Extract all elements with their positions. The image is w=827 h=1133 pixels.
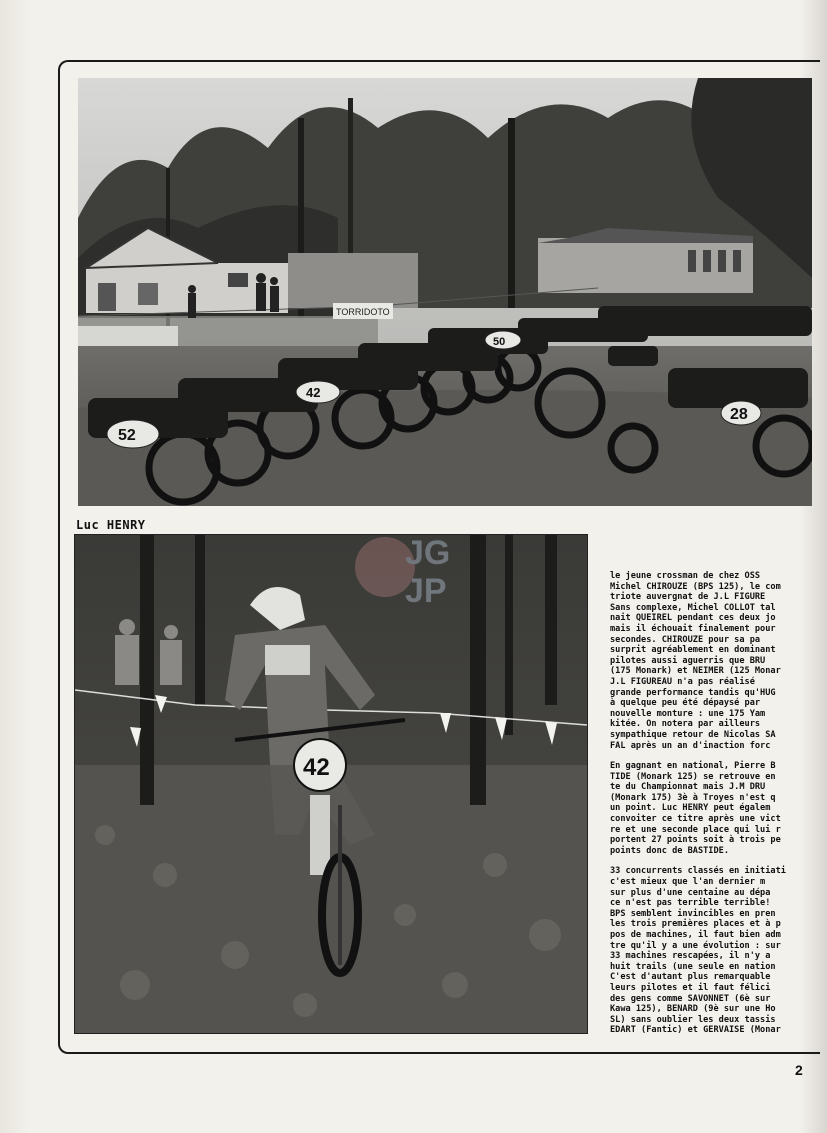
watermark-text-2: JP: [405, 572, 447, 610]
article-line: des gens comme SAVONNET (6è sur: [610, 993, 771, 1004]
article-line: FAL après un an d'inaction forc: [610, 740, 771, 751]
article-paragraph: [610, 866, 827, 1036]
article-line: nouvelle monture : une 175 Yam: [610, 708, 766, 719]
article-line: 33 machines rescapées, il n'y a: [610, 951, 771, 962]
paddock-photo: [78, 78, 812, 506]
article-line: un point. Luc HENRY peut égalem: [610, 803, 771, 814]
bike-number-28: 28: [730, 406, 748, 423]
article-line: (Monark 175) 3è à Troyes n'est q: [610, 792, 776, 803]
article-line: le jeune crossman de chez OSS: [610, 571, 761, 581]
article-line: ce n'est pas terrible terrible!: [610, 898, 771, 909]
photo-caption: Luc HENRY: [76, 518, 146, 532]
article-line: sur plus d'une centaine au dépa: [610, 887, 771, 898]
article-line: points donc de BASTIDE.: [610, 845, 729, 856]
rider-photo-drawing: [75, 535, 587, 1033]
article-line: les trois premières places et à p: [610, 919, 781, 930]
article-line: surprit agréablement en dominant: [610, 645, 776, 656]
article-line: BPS semblent invincibles en pren: [610, 908, 776, 919]
article-line: mais il échouait finalement pour: [610, 623, 776, 634]
article-line: sympathique retour de Nicolas SA: [610, 729, 776, 740]
article-line: te du Championnat mais J.M DRU: [610, 782, 766, 793]
bike-number-52: 52: [118, 427, 136, 444]
article-line: J.L FIGUREAU n'a pas réalisé: [610, 676, 755, 687]
article-line: leurs pilotes et il faut félici: [610, 982, 771, 993]
article-line: secondes. CHIROUZE pour sa pa: [610, 634, 761, 645]
watermark-drawing: [350, 522, 480, 612]
article-line: Kawa 125), BENARD (9è sur une Ho: [610, 1004, 776, 1015]
article-line: En gagnant en national, Pierre B: [610, 761, 776, 772]
bike-number-42: 42: [306, 385, 321, 400]
article-line: c'est mieux que l'an dernier m: [610, 877, 766, 888]
watermark-logo: [350, 522, 480, 612]
article-line: pos de machines, il faut bien adm: [610, 930, 781, 940]
page-number: 2: [795, 1062, 803, 1078]
article-line: huit trails (une seule en nation: [610, 961, 776, 972]
article-line: EDART (Fantic) et GERVAISE (Monar: [610, 1025, 781, 1036]
article-text: [610, 571, 827, 1041]
article-line: tre qu'il y a une évolution : sur: [610, 940, 781, 951]
article-paragraph: [610, 761, 827, 856]
article-line: SL) sans oublier les deux tassis: [610, 1014, 776, 1025]
rider-photo: [74, 534, 588, 1034]
article-line: pilotes aussi aguerris que BRU: [610, 655, 766, 666]
article-line: à quelque peu été dépaysé par: [610, 698, 761, 709]
article-line: Sans complexe, Michel COLLOT tal: [610, 602, 776, 613]
article-line: nait QUEIREL pendant ces deux jo: [610, 613, 776, 624]
bike-number-50: 50: [493, 336, 506, 348]
article-line: (175 Monark) et NEIMER (125 Monar: [610, 666, 781, 677]
article-line: portent 27 points soit à trois pe: [610, 835, 781, 846]
article-line: grande performance tandis qu'HUG: [610, 687, 776, 698]
article-line: kitée. On notera par ailleurs: [610, 719, 761, 730]
paddock-photo-drawing: [78, 78, 812, 506]
watermark-text-1: JG: [405, 534, 451, 572]
rider-number: 42: [303, 754, 330, 781]
article-line: TIDE (Monark 125) se retrouve en: [610, 771, 776, 782]
article-line: re et une seconde place qui lui r: [610, 824, 781, 835]
article-line: C'est d'autant plus remarquable: [610, 972, 771, 983]
article-paragraph: [610, 571, 827, 751]
article-line: Michel CHIROUZE (BPS 125), le com: [610, 581, 781, 592]
banner-text: TORRIDOTO: [336, 307, 390, 317]
article-line: triote auvergnat de J.L FIGURE: [610, 592, 766, 603]
article-line: convoiter ce titre après une vict: [610, 814, 781, 825]
article-line: 33 concurrents classés en initiati: [610, 866, 786, 877]
